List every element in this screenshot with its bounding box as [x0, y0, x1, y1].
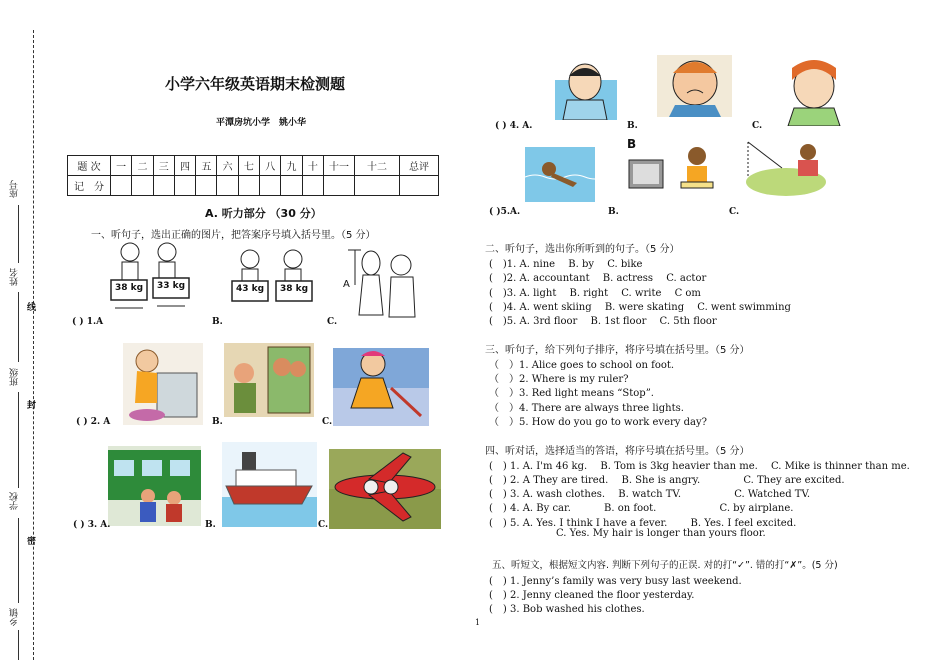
- section-a-title: A. 听力部分 （30 分）: [205, 207, 322, 220]
- school-blank: [18, 518, 19, 603]
- tired-girl-icon: [770, 58, 852, 126]
- score-cell: 七: [238, 156, 259, 176]
- part4-item: ( ) 5. A. Yes. I think I have a fever. B. Yes. I feel excited.: [489, 518, 797, 529]
- q5-label: ( )5.A.: [489, 207, 521, 217]
- page-number: 1: [475, 618, 481, 627]
- ship-icon: [222, 442, 317, 527]
- score-cell: 总评: [400, 156, 439, 176]
- part3-item: （ ）1. Alice goes to school on foot.: [489, 360, 675, 371]
- score-input-cell[interactable]: [238, 176, 259, 196]
- part5-item: ( ) 3. Bob washed his clothes.: [489, 604, 645, 615]
- q1-label: ( ) 1.A: [72, 317, 104, 327]
- score-cell: 六: [217, 156, 238, 176]
- q1-option-c: C.: [327, 317, 338, 327]
- score-input-cell[interactable]: [324, 176, 355, 196]
- part3-item: （ ）3. Red light means “Stop”.: [489, 388, 654, 399]
- q3-picture-c: [329, 449, 441, 529]
- seat-label: 座号: [10, 180, 20, 198]
- score-cell: 九: [281, 156, 302, 176]
- weight-label: 33 kg: [157, 281, 186, 291]
- score-input-cell[interactable]: [111, 176, 132, 196]
- score-input-cell[interactable]: [132, 176, 153, 196]
- weight-label: 43 kg: [236, 284, 265, 294]
- score-input-cell[interactable]: [153, 176, 174, 196]
- seal-mark-seal: 封: [27, 401, 37, 411]
- part3-item: （ ）2. Where is my ruler?: [489, 374, 629, 385]
- part3-item: （ ）5. How do you go to work every day?: [489, 417, 707, 428]
- seat-blank: [18, 205, 19, 263]
- q2-picture-a: [123, 343, 203, 425]
- score-cell: 十: [302, 156, 323, 176]
- q3-option-b: B.: [205, 520, 216, 530]
- town-blank: [18, 630, 19, 660]
- q4-option-b: B.: [627, 121, 638, 131]
- name-label: 姓名: [10, 268, 20, 286]
- q2-picture-b: [224, 343, 314, 417]
- q2-label: ( ) 2. A: [76, 417, 111, 427]
- score-cell: 一: [111, 156, 132, 176]
- weight-label: 38 kg: [280, 284, 309, 294]
- score-table-header-row: [68, 156, 439, 176]
- score-input-cell[interactable]: [355, 176, 400, 196]
- score-table: [67, 155, 439, 196]
- part4-item: ( ) 3. A. wash clothes. B. watch TV. C. Watched TV.: [489, 489, 811, 500]
- q1-picture-b: [228, 245, 318, 320]
- q2-option-b: B.: [212, 417, 223, 427]
- part2-item: ( )2. A. accountant B. actress C. actor: [489, 273, 707, 284]
- girl-boy-talking-icon: [343, 245, 423, 320]
- family-at-door-icon: [224, 343, 314, 417]
- exam-title: 小学六年级英语期末检测题: [165, 75, 346, 93]
- sad-girl-icon: [553, 60, 618, 120]
- part4-title: 四、听对话，选择适当的答语，将序号填在括号里。（5 分）: [485, 446, 750, 457]
- score-input-cell[interactable]: [400, 176, 439, 196]
- seal-mark-secret: 密: [27, 537, 37, 547]
- q4-picture-c: [770, 58, 852, 126]
- kids-weights-icon: [105, 240, 195, 318]
- score-input-cell[interactable]: [260, 176, 281, 196]
- name-blank: [18, 292, 19, 362]
- score-input-cell[interactable]: [217, 176, 238, 196]
- score-input-cell[interactable]: [174, 176, 195, 196]
- part4-item: ( ) 4. A. By car. B. on foot. C. by airplane.: [489, 503, 794, 514]
- q2-picture-c: [333, 348, 429, 426]
- boy-watching-tv-icon: [625, 138, 720, 208]
- q3-picture-a: [108, 446, 201, 526]
- seal-mark-line: 线: [27, 303, 37, 313]
- score-cell: 四: [174, 156, 195, 176]
- class-label: 班级: [10, 368, 20, 386]
- q1-picture-a: [105, 240, 195, 318]
- part2-item: ( )5. A. 3rd floor B. 1st floor C. 5th floor: [489, 316, 717, 327]
- score-cell: 十二: [355, 156, 400, 176]
- score-row-label: 记 分: [68, 176, 111, 196]
- q4-label: ( ) 4. A.: [495, 121, 533, 131]
- boy-washing-clothes-icon: [123, 343, 203, 425]
- town-label: 乡镇: [10, 608, 20, 626]
- part2-title: 二、听句子，选出你所听到的句子。（5 分）: [485, 244, 680, 255]
- score-cell: 十一: [324, 156, 355, 176]
- part4-item-continued: C. Yes. My hair is longer than yours floor.: [556, 528, 766, 539]
- train-passengers-icon: [108, 446, 201, 526]
- part2-item: ( )3. A. light B. right C. write C om: [489, 288, 701, 299]
- q3-picture-b: [222, 442, 317, 527]
- angry-boy-icon: [657, 55, 732, 117]
- part4-item: ( ) 2. A They are tired. B. She is angry. C. They are excited.: [489, 475, 845, 486]
- kids-weights-icon: [228, 245, 318, 320]
- girl-sweeping-floor-icon: [333, 348, 429, 426]
- part2-item: ( )1. A. nine B. by C. bike: [489, 259, 643, 270]
- picture-letter: A: [343, 279, 350, 290]
- q5-picture-a: [525, 147, 595, 202]
- q5-option-b: B.: [608, 207, 619, 217]
- exam-author: 平潭房坑小学 姚小华: [216, 118, 307, 128]
- part1-instruction: 一、听句子，选出正确的图片，把答案序号填入括号里。（5 分）: [91, 230, 376, 241]
- q4-option-c: C.: [752, 121, 763, 131]
- q4-picture-a: [553, 60, 618, 120]
- q3-label: ( ) 3. A.: [73, 520, 111, 530]
- q5-picture-c: [742, 138, 827, 198]
- part3-item: （ ）4. There are always three lights.: [489, 403, 684, 414]
- score-table-score-row: [68, 176, 439, 196]
- part5-title: 五、听短文，根据短文内容. 判断下列句子的正误. 对的打“✓”. 错的打“✗”。(5 分): [492, 560, 838, 571]
- score-cell: 八: [260, 156, 281, 176]
- class-blank: [18, 392, 19, 488]
- school-label: 学校: [10, 492, 20, 510]
- q3-option-c: C.: [318, 520, 329, 530]
- q1-picture-c: [343, 245, 423, 320]
- score-input-cell[interactable]: [302, 176, 323, 196]
- part5-item: ( ) 2. Jenny cleaned the floor yesterday.: [489, 590, 695, 601]
- q5-picture-b: [625, 138, 720, 208]
- airplane-icon: [329, 449, 441, 529]
- score-cell: 五: [196, 156, 217, 176]
- q5-option-c: C.: [729, 207, 740, 217]
- q2-option-c: C.: [322, 417, 333, 427]
- part2-item: ( )4. A. went skiing B. were skating C. went swimming: [489, 302, 791, 313]
- score-cell: 三: [153, 156, 174, 176]
- weight-label: 38 kg: [115, 283, 144, 293]
- score-cell: 二: [132, 156, 153, 176]
- q4-picture-b: [657, 55, 732, 117]
- binding-dashed-line: [33, 30, 34, 660]
- part5-item: ( ) 1. Jenny’s family was very busy last weekend.: [489, 576, 742, 587]
- score-cell: 题 次: [68, 156, 111, 176]
- q1-option-b: B.: [212, 317, 223, 327]
- boy-fishing-icon: [742, 138, 827, 198]
- picture-letter: B: [627, 138, 637, 151]
- score-input-cell[interactable]: [281, 176, 302, 196]
- part4-item: ( ) 1. A. I'm 46 kg. B. Tom is 3kg heavier than me. C. Mike is thinner than me.: [489, 461, 910, 472]
- part3-title: 三、听句子，给下列句子排序，将序号填在括号里。（5 分）: [485, 345, 750, 356]
- score-input-cell[interactable]: [196, 176, 217, 196]
- boy-swimming-icon: [525, 147, 595, 202]
